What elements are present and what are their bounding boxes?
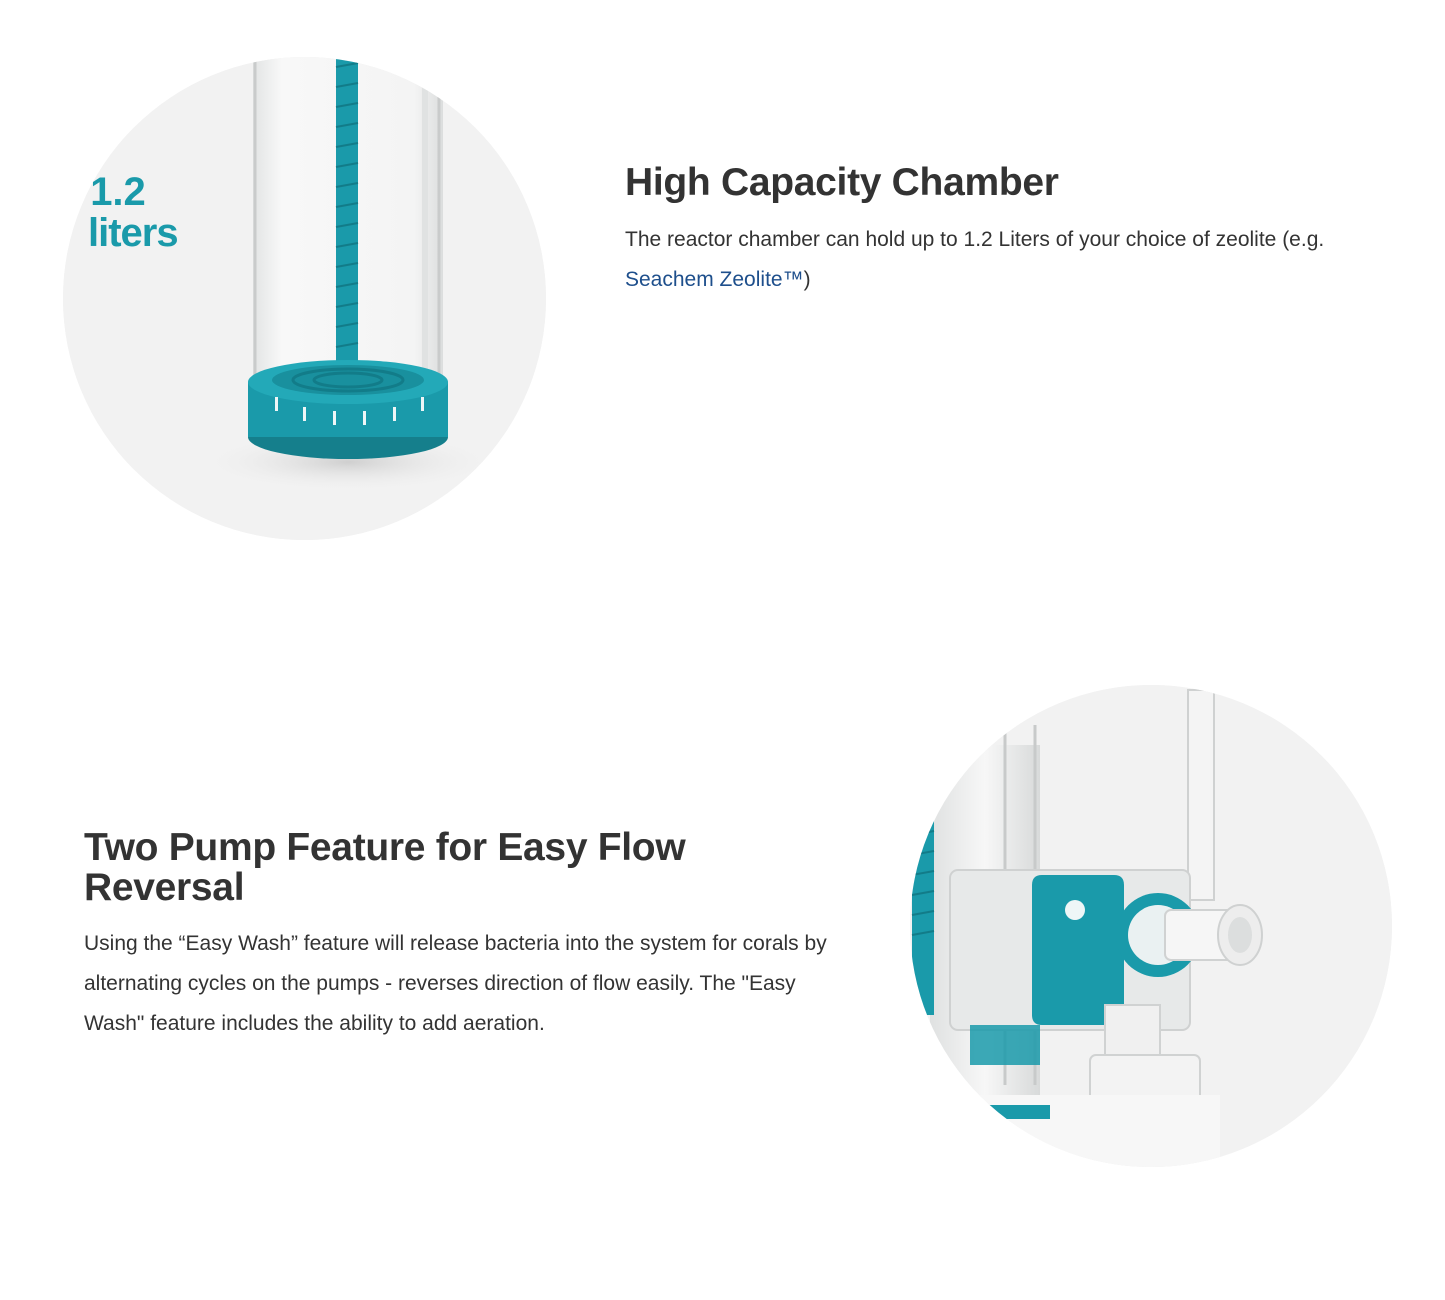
feature-text-chamber-tail: ) xyxy=(803,268,811,291)
capacity-label xyxy=(88,170,178,255)
feature-text-chamber-body: The reactor chamber can hold up to 1.2 Liters of your choice of zeolite (e.g. xyxy=(625,228,1325,251)
feature-text-pump: Using the “Easy Wash” feature will release bacteria into the system for corals by alternating cycles on the pumps - reverses direction of flow easily. The "Easy Wash" feature includes the ability to add aeration. xyxy=(84,932,827,1035)
pump-image xyxy=(910,685,1392,1167)
chamber-image xyxy=(63,57,546,540)
feature-title-pump: Two Pump Feature for Easy Flow Reversal xyxy=(84,826,686,909)
capacity-unit: liters xyxy=(88,211,178,255)
feature-title-chamber: High Capacity Chamber xyxy=(625,161,1059,204)
seachem-zeolite-link[interactable]: Seachem Zeolite™ xyxy=(625,268,804,291)
capacity-number: 1.2 xyxy=(90,170,146,214)
feature-text-chamber xyxy=(625,220,1385,300)
